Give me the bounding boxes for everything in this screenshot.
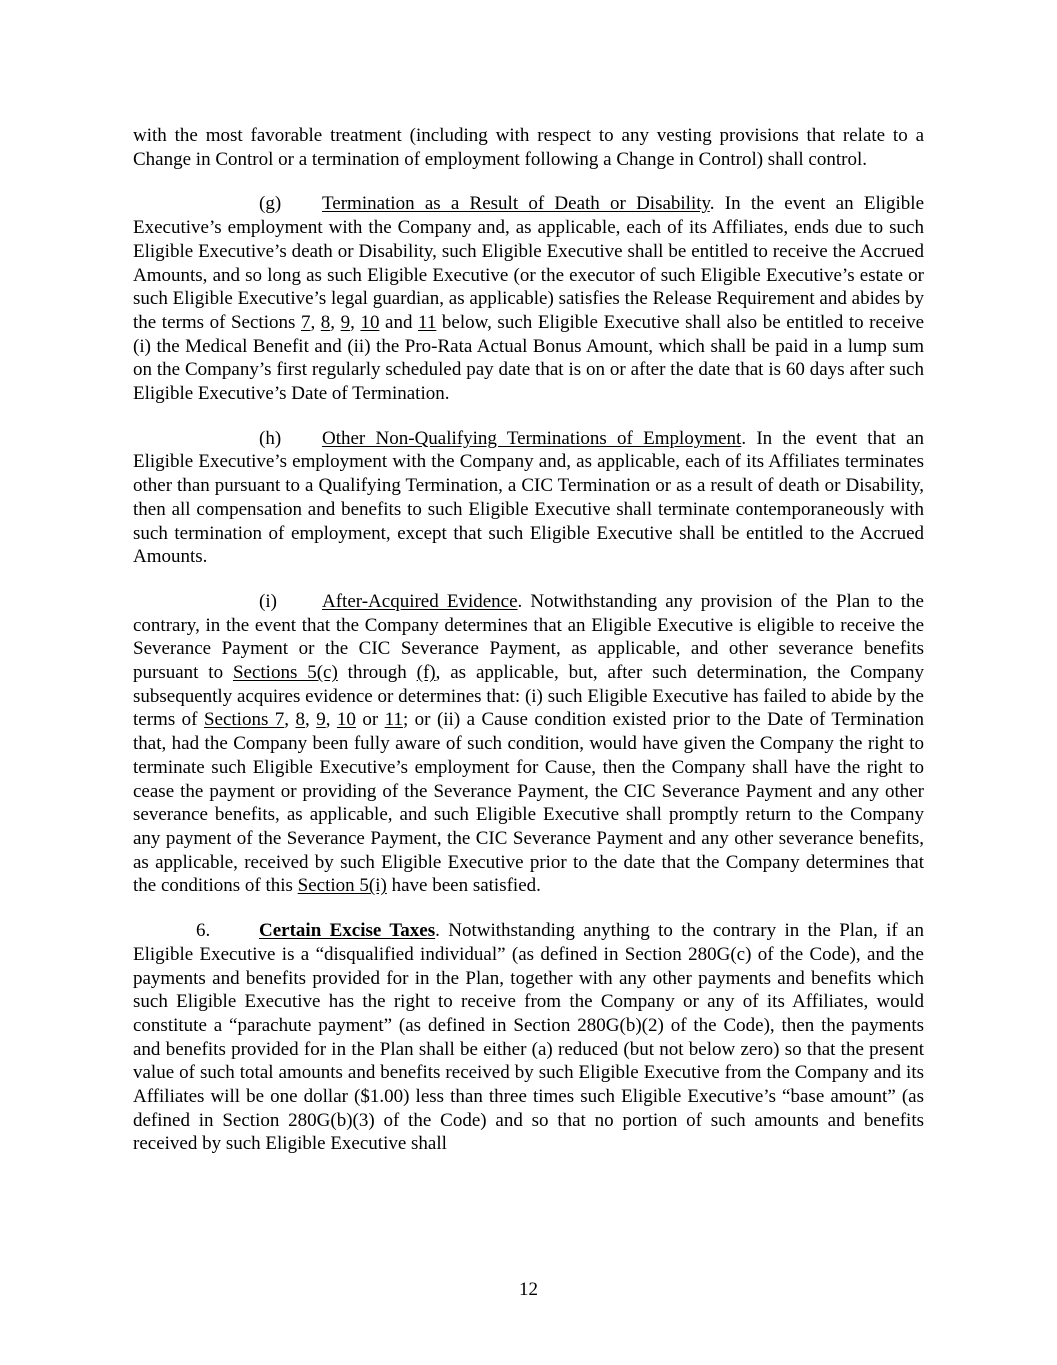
section-i-heading: After-Acquired Evidence	[322, 590, 518, 612]
section-g-heading: Termination as a Result of Death or Disability	[322, 193, 710, 215]
section-ref-8: 8	[295, 709, 305, 731]
section-g-paragraph	[133, 192, 924, 405]
separator: ,	[330, 311, 341, 333]
section-6-paragraph	[133, 919, 924, 1156]
section-i-paragraph	[133, 590, 924, 898]
separator: ,	[350, 311, 361, 333]
section-g-text-2: below, such Eligible Executive shall also be entitled to receive (i) the Medical Benefit and (ii) the Pro-Rata Actual Bonus Amount, which shall be paid in a lump sum on the Company’s first regularly scheduled pay date that is on or after the date that is 60 days after such Eligible Executive’s Date of Termination.	[133, 311, 925, 405]
continuation-paragraph	[133, 124, 924, 171]
section-ref-10: 10	[336, 709, 356, 731]
section-6-text-1: . Notwithstanding anything to the contrary in the Plan, if an Eligible Executive is a “disqualified individual” (as defined in Section 280G(c) of the Code), and the payments and benefits provided for in the Plan, together with any other payments and benefits which such Eligible Executive has the right to receive from the Company or any of its Affiliates, would constitute a “parachute payment” (as defined in Section 280G(b)(2) of the Code), then the payments and benefits provided for in the Plan shall be either (a) reduced (but not below zero) so that the present value of such total amounts and benefits received by such Eligible Executive from the Company and its Affiliates will be one dollar ($1.00) less than three times such Eligible Executive’s “base amount” (as defined in Section 280G(b)(3) of the Code) and so that no portion of such amounts and benefits received by such Eligible Executive shall	[133, 920, 924, 1155]
section-ref-11: 11	[384, 709, 403, 731]
separator: ,	[325, 709, 337, 731]
section-h-marker: (h)	[259, 427, 282, 449]
section-ref-5c: Sections 5(c)	[232, 662, 338, 684]
section-ref-7: Sections 7	[203, 709, 285, 731]
document-body	[133, 124, 924, 1177]
section-ref-7: 7	[300, 311, 311, 333]
section-6-marker: 6.	[196, 920, 211, 942]
separator: ,	[284, 709, 296, 731]
section-ref-8: 8	[320, 311, 331, 333]
separator: or	[355, 709, 385, 731]
section-6-heading: Certain Excise Taxes	[259, 920, 436, 942]
section-ref-10: 10	[360, 311, 380, 333]
section-i-marker: (i)	[259, 590, 277, 612]
section-g-text-1: . In the event an Eligible Executive’s employment with the Company and, as applicable, each of its Affiliates, ends due to such Eligible Executive’s death or Disability, such Eligible Executive shall be entitled to receive the Accrued Amounts, and so long as such Eligible Executive (or the executor of such Eligible Executive’s estate or such Eligible Executive’s legal guardian, as applicable) satisfies the Release Requirement and abides by the terms of Sections	[133, 193, 924, 333]
section-i-text-3: , as applicable, but, after such determination, the Company subsequently acquires evidence or determines that: (i) such Eligible Executive has failed to abide by the terms of	[133, 662, 924, 731]
section-h-paragraph	[133, 427, 924, 569]
page-number: 12	[519, 1279, 538, 1300]
section-ref-9: 9	[340, 311, 351, 333]
section-ref-11: 11	[418, 311, 437, 333]
separator: and	[379, 311, 419, 333]
section-ref-f: (f)	[416, 662, 436, 684]
section-i-text-1: . Notwithstanding any provision of the Plan to the contrary, in the event that the Company determines that an Eligible Executive is eligible to receive the Severance Payment or the CIC Severance Payment, as applicable, and other severance benefits pursuant to	[133, 590, 924, 684]
section-i-text-4: ; or (ii) a Cause condition existed prior to the Date of Termination that, had the Company been fully aware of such condition, would have given the Company the right to terminate such Eligible Executive’s employment for Cause, then the Company shall have the right to cease the payment or providing of the Severance Payment, the CIC Severance Payment and any other severance benefits, as applicable, and such Eligible Executive shall promptly return to the Company any payment of the Severance Payment, the CIC Severance Payment and any other severance benefits, as applicable, received by such Eligible Executive prior to the date that the Company determines that the conditions of this	[133, 709, 924, 897]
continuation-text: with the most favorable treatment (including with respect to any vesting provisions that relate to a Change in Control or a termination of employment following a Change in Control) shall control.	[133, 125, 924, 170]
section-g-marker: (g)	[259, 193, 282, 215]
section-h-heading: Other Non-Qualifying Terminations of Employment	[322, 427, 742, 449]
separator: ,	[310, 311, 321, 333]
section-h-text-1: . In the event that an Eligible Executive’s employment with the Company and, as applicable, each of its Affiliates terminates other than pursuant to a Qualifying Termination, a CIC Termination or as a result of death or Disability, then all compensation and benefits to such Eligible Executive shall terminate contemporaneously with such termination of employment, except that such Eligible Executive shall be entitled to the Accrued Amounts.	[133, 427, 924, 568]
section-i-text-2: through	[337, 662, 417, 684]
section-i-text-5: have been satisfied.	[386, 875, 541, 897]
section-ref-5i: Section 5(i)	[297, 875, 387, 897]
separator: ,	[305, 709, 317, 731]
section-ref-9: 9	[316, 709, 326, 731]
